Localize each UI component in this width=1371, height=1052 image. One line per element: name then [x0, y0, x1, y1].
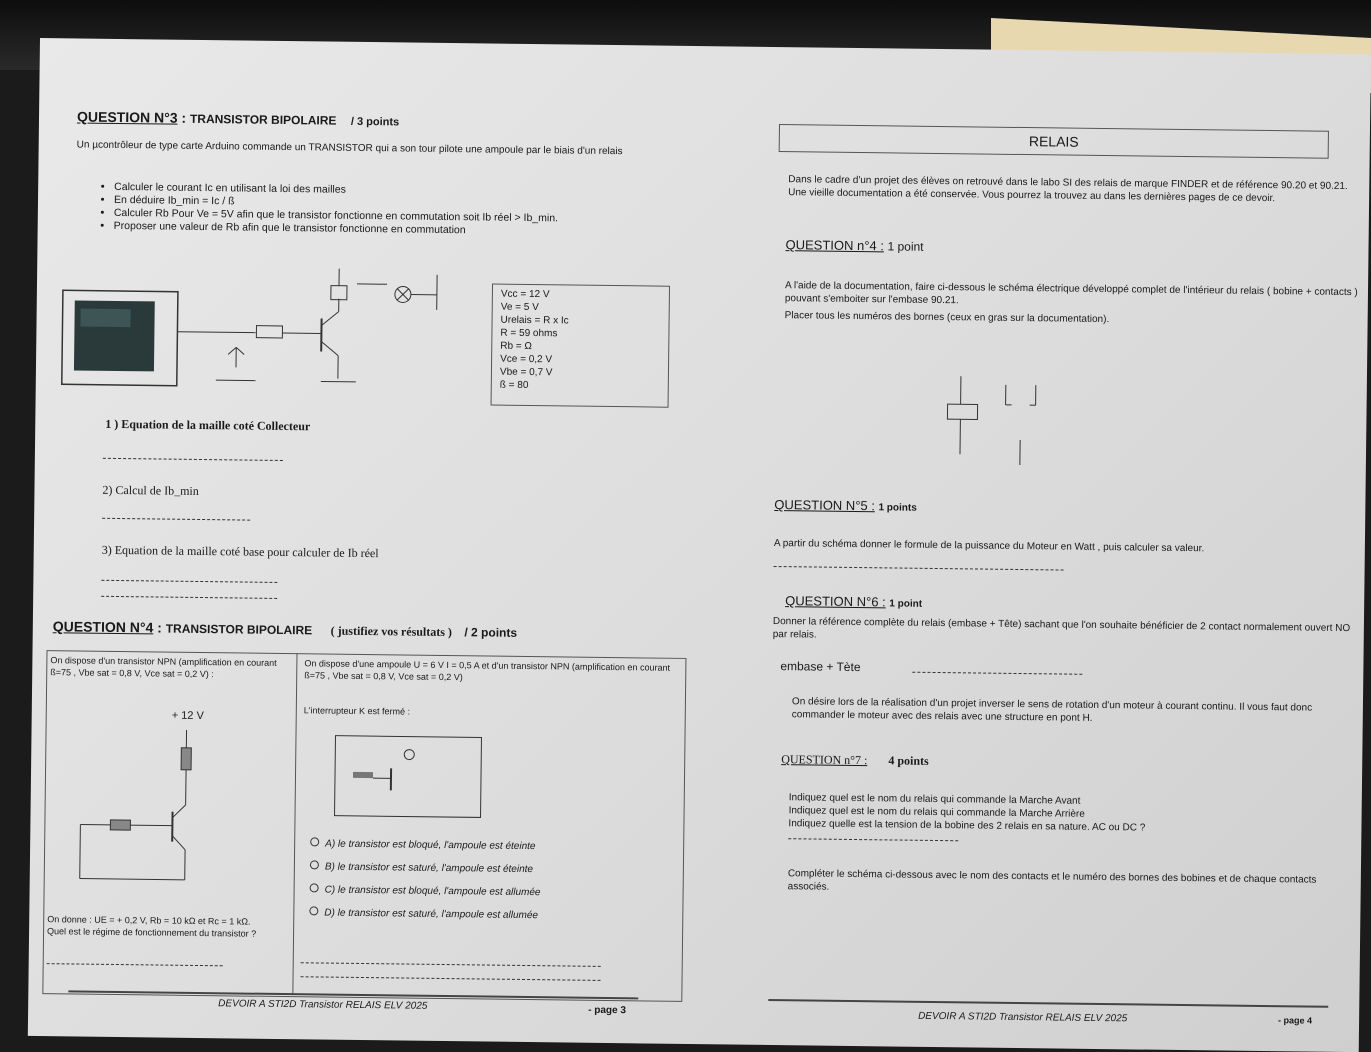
- answer-line[interactable]: [774, 565, 1064, 571]
- rq7-lines: [788, 791, 1348, 837]
- option-c-label: C) le transistor est bloqué, l'ampoule est allumée: [325, 885, 541, 899]
- radio-icon[interactable]: [310, 883, 319, 892]
- value-vcc: Vcc = 12 V: [501, 288, 661, 303]
- value-urelais: Urelais = R x Ic: [501, 314, 661, 329]
- q3-bullet: • En déduire Ib_min = Ic / ß: [114, 194, 714, 214]
- option-b-label: B) le transistor est saturé, l'ampoule est éteinte: [325, 862, 533, 876]
- rq5-points: 1 points: [878, 502, 916, 513]
- exam-sheet: [28, 38, 1371, 1052]
- answer-line[interactable]: [912, 671, 1082, 675]
- value-rb: Rb = Ω: [500, 340, 660, 355]
- q3-bullet: • Calculer le courant Ic en utilisant la loi des mailles: [114, 181, 714, 201]
- footer-rule: [768, 999, 1328, 1008]
- radio-icon[interactable]: [310, 837, 319, 846]
- rq6-heading: [785, 593, 922, 610]
- rq7-line: Indiquez quelle est la tension de la bobine des 2 relais en sa nature. AC ou DC ?: [788, 817, 1348, 837]
- relais-intro: Dans le cadre d'un projet des élèves on retrouvé dans le labo SI des relais de marque FINDER et de référence 90.20 et 90.21. Une vieille documentation a été conservée. Vous pourrez la trouvez au dans les dernières pages de ce devoir.: [788, 173, 1360, 206]
- relais-title-box: [779, 124, 1329, 159]
- answer-line[interactable]: [101, 595, 277, 599]
- q3-circuit-diagram: [56, 260, 468, 405]
- q3-bullet: • Calculer Rb Pour Ve = 5V afin que le transistor fonctionne en commutation soit Ib réel > Ib_min.: [114, 207, 714, 227]
- rq4-text2: Placer tous les numéros des bornes (ceux en gras sur la documentation).: [785, 309, 1363, 329]
- rq6-answer-label: embase + Tète: [780, 659, 860, 674]
- option-c[interactable]: [310, 883, 590, 898]
- q3-sub2: 2) Calcul de Ib_min: [102, 483, 198, 499]
- q4-left-circuit: [60, 728, 272, 891]
- relay-symbol-diagram: [935, 374, 1056, 465]
- rq5-heading: [774, 497, 917, 514]
- answer-line[interactable]: [788, 837, 958, 841]
- left-footer: DEVOIR A STI2D Transistor RELAIS ELV 2025: [218, 998, 427, 1012]
- right-footer: DEVOIR A STI2D Transistor RELAIS ELV 2025: [918, 1011, 1127, 1025]
- rq4-heading: [785, 237, 923, 254]
- option-a-label: A) le transistor est bloqué, l'ampoule est éteinte: [325, 839, 535, 853]
- q3-points: / 3 points: [351, 116, 399, 129]
- q3-values-box: [491, 284, 670, 408]
- value-beta: ß = 80: [500, 379, 660, 394]
- rq4-text: A l'aide de la documentation, faire ci-dessous le schéma électrique développé complet de l'intérieur du relais ( bobine + contacts ) pouvant s'emboiter sur l'embase 90.21.: [785, 279, 1363, 312]
- answer-line[interactable]: [103, 457, 283, 461]
- q3-sub3: 3) Equation de la maille coté base pour calculer de Ib réel: [102, 543, 379, 561]
- option-b[interactable]: [310, 860, 590, 875]
- rq7-label: QUESTION n°7 :: [781, 752, 867, 767]
- rq7-complete: Compléter le schéma ci-dessous avec le nom des contacts et le numéro des bornes des bobines et de chaque contacts associés.: [788, 867, 1348, 900]
- q4-right-intro: On dispose d'une ampoule U = 6 V I = 0,5 A et d'un transistor NPN (amplification en courant ß=75 , Vbe sat = 0,8 V, Vce sat = 0,2 V): [304, 657, 674, 686]
- option-d-label: D) le transistor est saturé, l'ampoule est allumée: [324, 908, 538, 922]
- rq7-heading: [781, 752, 929, 769]
- q4-justify: ( justifiez vos résultats ): [331, 624, 452, 639]
- q3-bullets: [96, 181, 715, 241]
- value-vbe: Vbe = 0,7 V: [500, 366, 660, 381]
- answer-line[interactable]: [101, 579, 277, 583]
- q3-heading: QUESTION N°3 : TRANSISTOR BIPOLAIRE / 3 points: [77, 108, 399, 130]
- q4-given: On donne : UE = + 0,2 V, Rb = 10 kΩ et Rc = 1 kΩ.: [47, 914, 287, 928]
- rq6-points: 1 point: [889, 598, 922, 609]
- q4-vcc-label: + 12 V: [172, 710, 204, 722]
- q4-left-intro: On dispose d'un transistor NPN (amplification en courant ß=75 , Vbe sat = 0,8 V, Vce sat = 0,2 V) :: [50, 654, 290, 681]
- q4-label: QUESTION N°4: [53, 618, 154, 635]
- rq7-line: Indiquez quel est le nom du relais qui commande la Marche Avant: [789, 791, 1349, 811]
- option-a[interactable]: [310, 837, 590, 852]
- answer-line[interactable]: [102, 517, 250, 521]
- q4-title: TRANSISTOR BIPOLAIRE: [166, 622, 313, 638]
- q4-question: Quel est le régime de fonctionnement du transistor ?: [47, 926, 287, 940]
- value-r: R = 59 ohms: [500, 327, 660, 342]
- rq7-line: Indiquez quel est le nom du relais qui commande la Marche Arrière: [789, 804, 1349, 824]
- rq7-points: 4 points: [888, 753, 929, 767]
- rq6-label: QUESTION N°6 :: [785, 593, 886, 609]
- rq4-points: 1 point: [887, 239, 923, 253]
- q4-switch-text: L'interrupteur K est fermé :: [304, 705, 410, 716]
- q4-points: / 2 points: [464, 625, 517, 640]
- value-ve: Ve = 5 V: [501, 301, 661, 316]
- rq6-text: Donner la référence complète du relais (embase + Tête) sachant que l'on souhaite bénéficier de 2 contact normalement ouvert NO par relais.: [773, 615, 1353, 648]
- left-page-number: - page 3: [588, 1005, 626, 1016]
- q3-label: QUESTION N°3: [77, 108, 178, 125]
- q3-bullet: • Proposer une valeur de Rb afin que le transistor fonctionne en commutation: [114, 220, 714, 240]
- hbridge-text: On désire lors de la réalisation d'un projet inverser le sens de rotation d'un moteur à courant continu. Il vous faut donc commander le moteur avec des relais avec une structure en pont H.: [792, 695, 1362, 728]
- rq5-text: A partir du schéma donner le formule de la puissance du Moteur en Watt , puis calculer sa valeur.: [774, 537, 1364, 557]
- q3-intro: Un µcontrôleur de type carte Arduino commande un TRANSISTOR qui a son tour pilote une ampoule par le biais d'un relais: [77, 138, 657, 158]
- value-vce: Vce = 0,2 V: [500, 353, 660, 368]
- rq4-label: QUESTION n°4 :: [785, 237, 884, 253]
- right-page-number: - page 4: [1278, 1015, 1312, 1025]
- radio-icon[interactable]: [310, 860, 319, 869]
- rq5-label: QUESTION N°5 :: [774, 497, 875, 513]
- q4-right-circuit: [330, 732, 521, 824]
- q3-title: TRANSISTOR BIPOLAIRE: [190, 112, 337, 128]
- relais-title: RELAIS: [1029, 133, 1079, 150]
- q4-options: [309, 837, 590, 921]
- radio-icon[interactable]: [309, 906, 318, 915]
- q4-heading: QUESTION N°4 : TRANSISTOR BIPOLAIRE ( justifiez vos résultats ) / 2 points: [53, 618, 518, 642]
- q3-sub1: 1 ) Equation de la maille coté Collecteur: [105, 417, 310, 435]
